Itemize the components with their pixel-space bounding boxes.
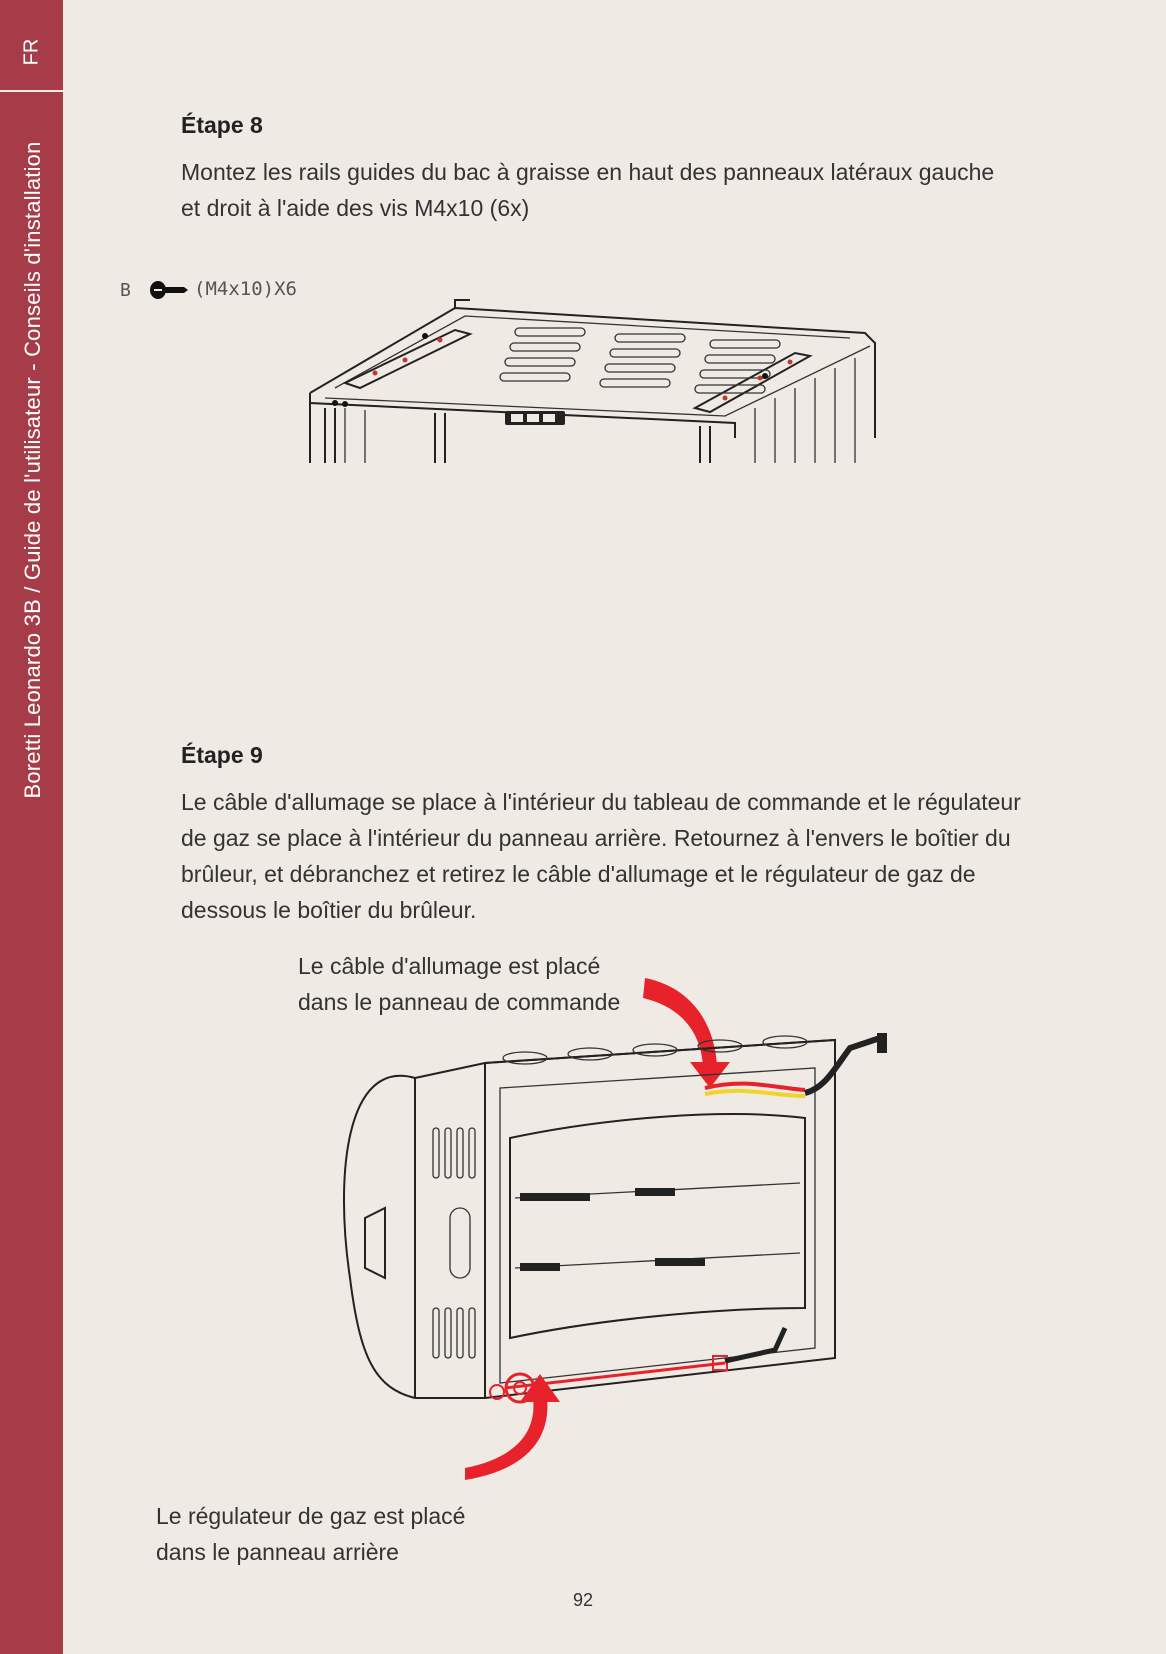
step9-line: de gaz se place à l'intérieur du panneau arrière. Retournez à l'envers le boîtier du: [181, 825, 1011, 851]
callout-regulator: [156, 1498, 465, 1570]
step9-burner-box-illustration: [305, 978, 905, 1458]
callout-regulator-line: Le régulateur de gaz est placé: [156, 1503, 466, 1529]
document-title: Boretti Leonardo 3B / Guide de l'utilisateur - Conseils d'installation: [20, 141, 45, 799]
callout-ignition-line: dans le panneau de commande: [298, 989, 621, 1015]
language-tab: [0, 0, 63, 92]
screw-markers: [373, 338, 793, 401]
step8-text: [181, 154, 1041, 226]
part-spec: (M4x10)X6: [194, 278, 297, 300]
callout-regulator-line: dans le panneau arrière: [156, 1539, 399, 1565]
step9-line: Le câble d'allumage se place à l'intérieur du tableau de commande et le régulateur: [181, 789, 1021, 815]
arrow-up-icon: [465, 1374, 560, 1480]
page-number: 92: [572, 1590, 594, 1610]
sidebar: [0, 0, 63, 1654]
step9-line: brûleur, et débranchez et retirez le câble d'allumage et le régulateur de gaz de: [181, 861, 976, 887]
step8-line: Montez les rails guides du bac à graisse en haut des panneaux latéraux gauche: [181, 159, 995, 185]
step8-frame-illustration: [305, 298, 925, 468]
screw-icon: [148, 276, 188, 306]
step9-text: [181, 784, 1041, 928]
callout-ignition-line: Le câble d'allumage est placé: [298, 953, 601, 979]
language-label: FR: [20, 38, 42, 66]
step9-heading: Étape 9: [181, 742, 263, 768]
step8-line: et droit à l'aide des vis M4x10 (6x): [181, 195, 530, 221]
step9-line: dessous le boîtier du brûleur.: [181, 897, 477, 923]
part-letter: B: [120, 280, 131, 301]
step8-heading: Étape 8: [181, 112, 263, 138]
arrow-down-icon: [643, 978, 730, 1088]
